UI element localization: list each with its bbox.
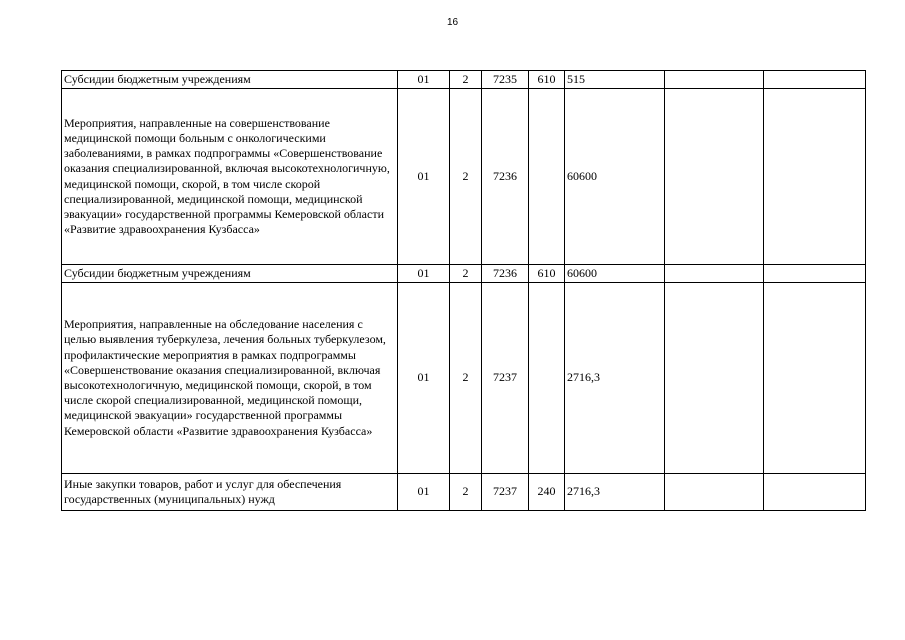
row-name-cell: Мероприятия, направленные на совершенствование медицинской помощи больным с онкологическими заболеваниями, в рамках подпрограммы «Совершенствование оказания специализированной, включая высокотехнологичную, медицинской помощи, скорой, в том числе скорой специализированной, медицинской помощи, медицинской эвакуации» государственной программы Кемеровской области «Развитие здравоохранения Кузбасса»: [62, 89, 398, 265]
page-number: 16: [446, 17, 459, 28]
expense-type-cell: 240: [529, 474, 565, 511]
subsection-code-cell: 2: [450, 283, 482, 474]
empty-cell: [665, 283, 764, 474]
subsection-code-cell: 2: [450, 89, 482, 265]
empty-cell: [665, 265, 764, 283]
row-name-cell: Субсидии бюджетным учреждениям: [62, 71, 398, 89]
expense-type-cell: 610: [529, 71, 565, 89]
amount-cell: 60600: [565, 265, 665, 283]
row-name-cell: Мероприятия, направленные на обследование населения с целью выявления туберкулеза, лечения больных туберкулезом, профилактические мероприятия в рамках подпрограммы «Совершенствование оказания специализированной, включая высокотехнологичную, медицинской помощи, скорой, в том числе скорой специализированной, медицинской помощи, медицинской эвакуации» государственной программы Кемеровской области «Развитие здравоохранения Кузбасса»: [62, 283, 398, 474]
section-code-cell: 01: [398, 474, 450, 511]
table-row: [62, 71, 866, 89]
table-row: [62, 474, 866, 511]
section-code-cell: 01: [398, 89, 450, 265]
amount-cell: 515: [565, 71, 665, 89]
section-code-cell: 01: [398, 283, 450, 474]
table-row: [62, 89, 866, 265]
target-code-cell: 7237: [482, 283, 529, 474]
row-name-cell: Иные закупки товаров, работ и услуг для обеспечения государственных (муниципальных) нужд: [62, 474, 398, 511]
empty-cell: [764, 89, 866, 265]
table-row: [62, 265, 866, 283]
target-code-cell: 7237: [482, 474, 529, 511]
amount-cell: 2716,3: [565, 474, 665, 511]
expense-type-cell: [529, 89, 565, 265]
subsection-code-cell: 2: [450, 71, 482, 89]
row-name-cell: Субсидии бюджетным учреждениям: [62, 265, 398, 283]
subsection-code-cell: 2: [450, 265, 482, 283]
budget-table: [61, 70, 866, 511]
target-code-cell: 7236: [482, 265, 529, 283]
amount-cell: 2716,3: [565, 283, 665, 474]
expense-type-cell: [529, 283, 565, 474]
empty-cell: [764, 71, 866, 89]
amount-cell: 60600: [565, 89, 665, 265]
subsection-code-cell: 2: [450, 474, 482, 511]
section-code-cell: 01: [398, 265, 450, 283]
empty-cell: [665, 89, 764, 265]
target-code-cell: 7235: [482, 71, 529, 89]
expense-type-cell: 610: [529, 265, 565, 283]
empty-cell: [665, 71, 764, 89]
empty-cell: [764, 283, 866, 474]
section-code-cell: 01: [398, 71, 450, 89]
empty-cell: [764, 265, 866, 283]
table-row: [62, 283, 866, 474]
empty-cell: [764, 474, 866, 511]
target-code-cell: 7236: [482, 89, 529, 265]
empty-cell: [665, 474, 764, 511]
